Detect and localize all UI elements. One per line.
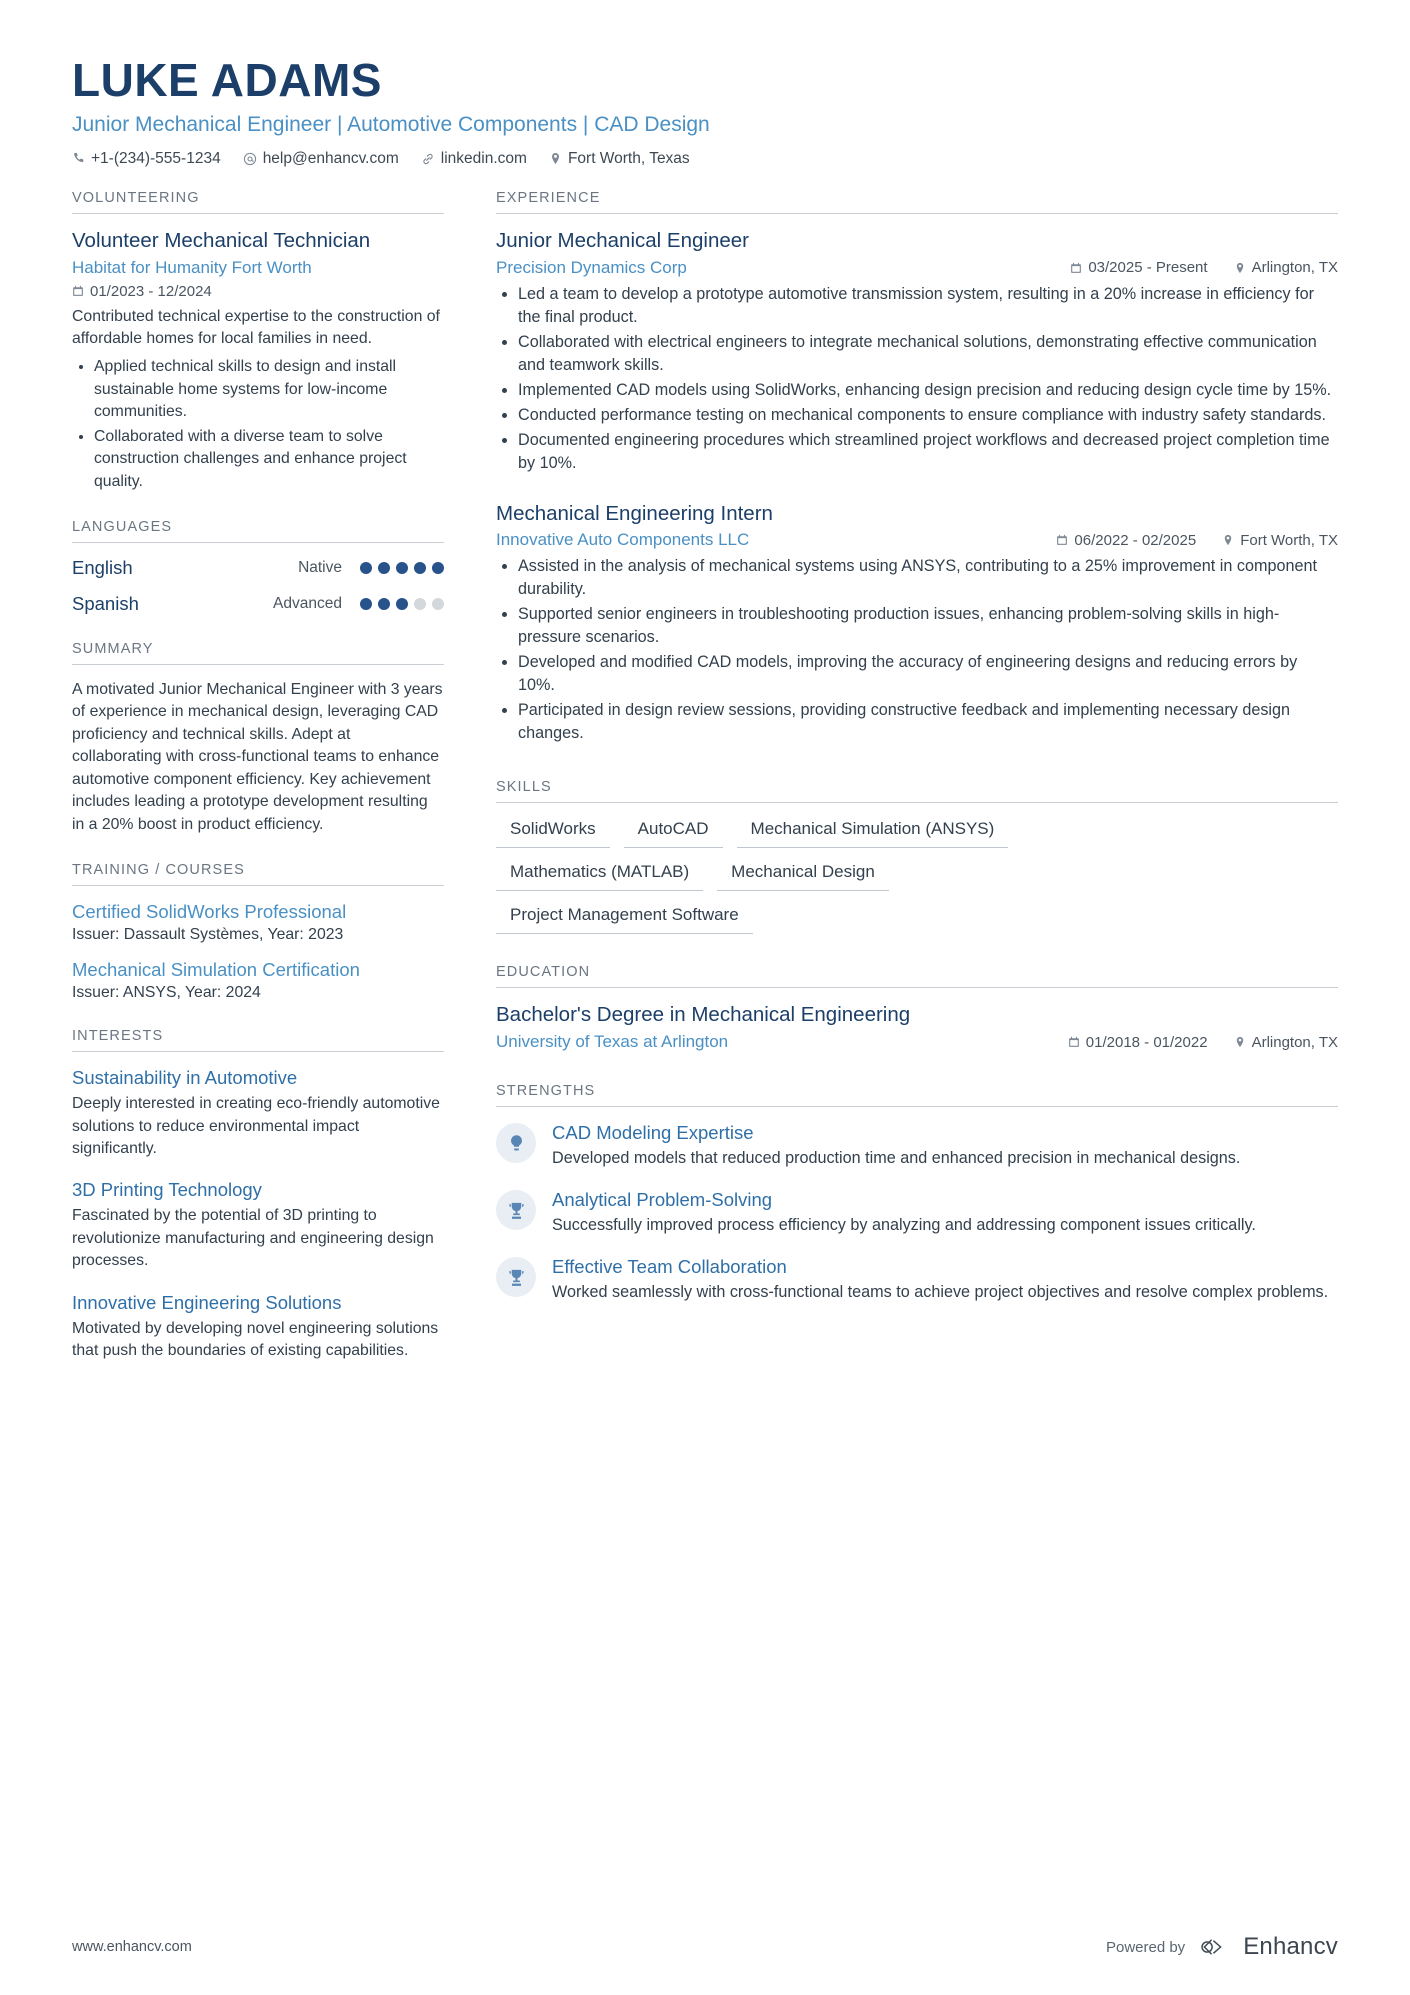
experience-date-text: 06/2022 - 02/2025: [1074, 531, 1197, 549]
volunteering-bullets: [72, 356, 444, 493]
section-experience: [496, 190, 1338, 745]
location-icon: [1222, 534, 1234, 546]
contact-row: [72, 150, 1338, 168]
experience-date-text: 03/2025 - Present: [1088, 259, 1208, 277]
section-title-education: EDUCATION: [496, 964, 1338, 988]
strength-text: Developed models that reduced production time and enhanced precision in mechanical designs.: [552, 1149, 1241, 1168]
rating-dot: [432, 562, 444, 574]
experience-bullets: [496, 555, 1338, 745]
experience-header-row: [496, 529, 1338, 551]
education-date-text: 01/2018 - 01/2022: [1085, 1033, 1208, 1051]
list-item: • Led a team to develop a prototype automotive transmission system, resulting in a 20% increase in efficiency for the final product.: [518, 283, 1338, 329]
location-icon: [1234, 1036, 1246, 1048]
strength-body: [552, 1121, 1338, 1170]
skill-chip: Project Management Software: [496, 903, 753, 934]
location-icon: [1234, 262, 1246, 274]
list-item: • Participated in design review sessions, providing constructive feedback and implementing necessary design changes.: [518, 699, 1338, 745]
volunteering-date: [72, 283, 212, 300]
education-date: [1068, 1034, 1208, 1051]
lightbulb-icon: [496, 1123, 536, 1163]
trophy-icon: [496, 1190, 536, 1230]
list-item: • Collaborated with a diverse team to solve construction challenges and enhance project quality.: [94, 426, 444, 493]
footer-branding: [1106, 1933, 1338, 1961]
skills-row: [496, 817, 1338, 848]
contact-email: [243, 150, 399, 168]
list-item: • Collaborated with electrical engineers to integrate mechanical solutions, demonstrating effective communication and teamwork skills.: [518, 331, 1338, 377]
right-column: [470, 190, 1338, 1331]
section-title-training: TRAINING / COURSES: [72, 862, 444, 886]
experience-location-text: Arlington, TX: [1251, 259, 1338, 277]
training-name: Mechanical Simulation Certification: [72, 959, 360, 981]
resume-header: [72, 56, 1338, 168]
enhancv-mark-icon: [1199, 1934, 1235, 1960]
section-education: [496, 964, 1338, 1053]
strength-text: Successfully improved process efficiency by analyzing and addressing component issues critically.: [552, 1216, 1256, 1235]
interest-name: 3D Printing Technology: [72, 1179, 262, 1201]
training-issuer: Issuer: Dassault Systèmes, Year: 2023: [72, 926, 344, 944]
education-location-text: Arlington, TX: [1251, 1033, 1338, 1051]
location-icon: [549, 152, 562, 165]
skill-chip: AutoCAD: [624, 817, 723, 848]
contact-phone-text: +1-(234)-555-1234: [91, 149, 221, 167]
experience-location: [1222, 532, 1338, 549]
list-item: • Documented engineering procedures which streamlined project workflows and decreased project completion time by 10%.: [518, 429, 1338, 475]
strength-item: [496, 1255, 1338, 1304]
enhancv-logo: [1199, 1933, 1338, 1961]
rating-dot: [360, 598, 372, 610]
enhancv-wordmark: Enhancv: [1243, 1933, 1338, 1960]
strength-text: Worked seamlessly with cross-functional teams to achieve project objectives and resolve complex problems.: [552, 1283, 1329, 1302]
contact-phone: [72, 150, 221, 168]
experience-header-row: [496, 257, 1338, 279]
experience-company: Precision Dynamics Corp: [496, 257, 687, 277]
section-interests: [72, 1028, 444, 1363]
calendar-icon: [1068, 1036, 1080, 1048]
volunteering-role: Volunteer Mechanical Technician: [72, 228, 371, 252]
education-location: [1234, 1034, 1338, 1051]
interest-text: Deeply interested in creating eco-friendly automotive solutions to reduce environmental impact significantly.: [72, 1095, 440, 1157]
rating-dot: [360, 562, 372, 574]
skill-chip: Mechanical Simulation (ANSYS): [737, 817, 1009, 848]
language-row: [72, 557, 444, 579]
contact-location-text: Fort Worth, Texas: [567, 149, 690, 167]
interest-text: Fascinated by the potential of 3D printing to revolutionize manufacturing and engineering design processes.: [72, 1207, 434, 1270]
volunteering-date-text: 01/2023 - 12/2024: [90, 282, 212, 300]
calendar-icon: [1070, 262, 1082, 274]
section-title-languages: LANGUAGES: [72, 519, 444, 543]
calendar-icon: [1056, 534, 1068, 546]
interest-item: [72, 1291, 444, 1363]
list-item: • Applied technical skills to design and install sustainable home systems for low-income communities.: [94, 356, 444, 423]
education-school: University of Texas at Arlington: [496, 1031, 729, 1051]
language-level: Advanced: [273, 595, 342, 613]
language-name: Spanish: [72, 593, 139, 615]
experience-company: Innovative Auto Components LLC: [496, 530, 750, 550]
language-name: English: [72, 557, 133, 579]
education-degree: Bachelor's Degree in Mechanical Engineering: [496, 1003, 911, 1027]
training-item: [72, 900, 444, 944]
footer-website-link[interactable]: www.enhancv.com: [72, 1939, 192, 1955]
list-item: • Conducted performance testing on mechanical components to ensure compliance with industry safety standards.: [518, 404, 1338, 427]
section-title-experience: EXPERIENCE: [496, 190, 1338, 214]
language-level: Native: [298, 559, 342, 577]
skills-list: [496, 817, 1338, 934]
experience-date: [1056, 532, 1196, 549]
skill-chip: Mathematics (MATLAB): [496, 860, 703, 891]
contact-link-text: linkedin.com: [440, 149, 527, 167]
section-volunteering: [72, 190, 444, 493]
rating-dot: [432, 598, 444, 610]
link-icon: [421, 152, 435, 166]
email-icon: [243, 152, 257, 166]
skill-chip: Mechanical Design: [717, 860, 889, 891]
skill-chip: SolidWorks: [496, 817, 610, 848]
section-skills: [496, 779, 1338, 934]
volunteering-entry: [72, 228, 444, 493]
professional-headline: Junior Mechanical Engineer | Automotive Components | CAD Design: [72, 112, 710, 136]
section-title-skills: SKILLS: [496, 779, 1338, 803]
language-rating: [354, 562, 444, 574]
training-name: Certified SolidWorks Professional: [72, 900, 347, 922]
experience-entry: [496, 501, 1338, 746]
experience-entry: [496, 228, 1338, 475]
section-title-interests: INTERESTS: [72, 1028, 444, 1052]
interest-text: Motivated by developing novel engineering solutions that push the boundaries of existing capabilities.: [72, 1319, 439, 1360]
experience-role: Mechanical Engineering Intern: [496, 501, 773, 525]
rating-dot: [396, 562, 408, 574]
section-summary: [72, 641, 444, 836]
strength-item: [496, 1121, 1338, 1170]
powered-by-label: Powered by: [1105, 1938, 1186, 1956]
strength-name: Analytical Problem-Solving: [552, 1189, 773, 1211]
section-title-strengths: STRENGTHS: [496, 1083, 1338, 1107]
resume-body: [72, 190, 1338, 1389]
volunteering-summary: Contributed technical expertise to the construction of affordable homes for local families in need.: [72, 307, 440, 348]
strength-name: CAD Modeling Expertise: [552, 1122, 754, 1144]
left-column: [72, 190, 470, 1389]
training-issuer: Issuer: ANSYS, Year: 2024: [72, 984, 261, 1002]
experience-date: [1070, 259, 1207, 276]
interest-item: [72, 1066, 444, 1160]
contact-link[interactable]: [421, 150, 527, 168]
language-rating: [354, 598, 444, 610]
experience-location: [1234, 259, 1338, 276]
rating-dot: [378, 562, 390, 574]
section-languages: [72, 519, 444, 615]
strength-body: [552, 1255, 1338, 1304]
contact-location: [549, 150, 690, 168]
language-row: [72, 593, 444, 615]
section-title-summary: SUMMARY: [72, 641, 444, 665]
summary-text: A motivated Junior Mechanical Engineer with 3 years of experience in mechanical design, leveraging CAD proficiency and technical skills. Adept at collaborating with cross-functional teams to enhance automotive component efficiency. Key achievement includes leading a prototype development resulting in a 20% boost in product efficiency.: [72, 681, 443, 833]
strength-item: [496, 1188, 1338, 1237]
list-item: • Developed and modified CAD models, improving the accuracy of engineering designs and reducing errors by 10%.: [518, 651, 1338, 697]
interest-item: [72, 1178, 444, 1272]
list-item: • Supported senior engineers in troubleshooting production issues, enhancing problem-solving skills in high-pressure scenarios.: [518, 603, 1338, 649]
experience-bullets: [496, 283, 1338, 475]
phone-icon: [72, 152, 85, 165]
experience-role: Junior Mechanical Engineer: [496, 228, 749, 252]
rating-dot: [396, 598, 408, 610]
list-item: • Assisted in the analysis of mechanical systems using ANSYS, contributing to a 25% improvement in component durability.: [518, 555, 1338, 601]
strength-body: [552, 1188, 1338, 1237]
volunteering-org: Habitat for Humanity Fort Worth: [72, 257, 312, 277]
section-strengths: [496, 1083, 1338, 1304]
page-title: LUKE ADAMS: [72, 54, 382, 106]
education-entry: [496, 1002, 1338, 1053]
rating-dot: [378, 598, 390, 610]
interest-name: Innovative Engineering Solutions: [72, 1291, 342, 1313]
section-training: [72, 862, 444, 1002]
strength-name: Effective Team Collaboration: [552, 1256, 787, 1278]
education-header-row: [496, 1031, 1338, 1053]
experience-location-text: Fort Worth, TX: [1240, 531, 1338, 549]
trophy-icon: [496, 1257, 536, 1297]
calendar-icon: [72, 285, 84, 297]
interest-name: Sustainability in Automotive: [72, 1067, 298, 1089]
section-title-volunteering: VOLUNTEERING: [72, 190, 444, 214]
list-item: • Implemented CAD models using SolidWorks, enhancing design precision and reducing design cycle time by 15%.: [518, 379, 1338, 402]
training-item: [72, 958, 444, 1002]
skills-row: [496, 903, 1338, 934]
skills-row: [496, 860, 1338, 891]
page-footer: [72, 1933, 1338, 1961]
rating-dot: [414, 598, 426, 610]
rating-dot: [414, 562, 426, 574]
contact-email-text: help@enhancv.com: [262, 149, 399, 167]
volunteering-meta: [72, 283, 444, 300]
